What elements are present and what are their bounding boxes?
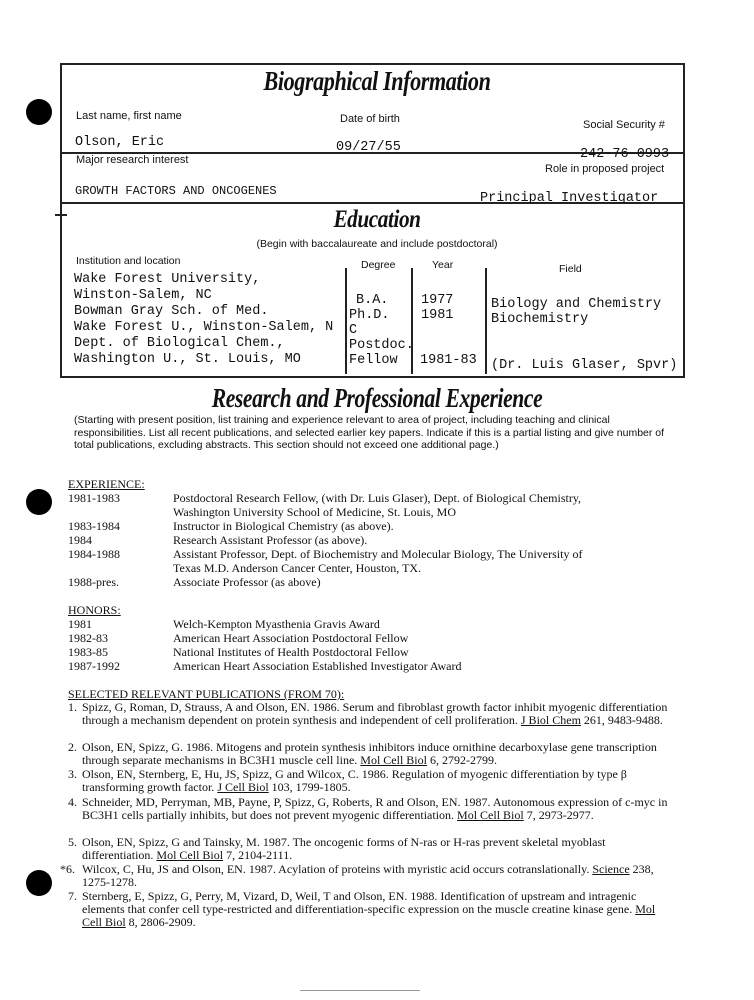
degree-header: Degree (361, 259, 396, 271)
degree-column-line (345, 268, 347, 374)
institution-line: Dept. of Biological Chem., (74, 336, 285, 351)
publication-item: 2. Olson, EN, Spizz, G. 1986. Mitogens and protein synthesis inhibitors induce ornithine decarboxylase gene transcription through separate mechanisms in BC3H1 muscle cell line. Mol Cell Biol 6, 2792-2799. (68, 740, 657, 768)
publication-item: *6. Wilcox, C, Hu, JS and Olson, EN. 1987. Acylation of proteins with myristic acid occurs cotranslationally. Science 238, 1275-1278. (60, 862, 654, 890)
education-note: (Begin with baccalaureate and include postdoctoral) (256, 238, 498, 250)
publications-heading: SELECTED RELEVANT PUBLICATIONS (FROM 70): (68, 687, 345, 701)
degree-value: Ph.D. (349, 308, 390, 323)
degree-value: Postdoc. (349, 338, 414, 353)
research-interest-label: Major research interest (76, 154, 189, 166)
field-value: (Dr. Luis Glaser, Spvr) (491, 358, 678, 373)
publication-item: 1. Spizz, G, Roman, D, Strauss, A and Olson, EN. 1986. Serum and fibroblast growth factor inhibit myogenic differentiation through a mechanism dependent on protein synthesis and independent of cell proliferation. J Biol Chem 261, 9483-9488. (68, 700, 668, 728)
institution-line: Bowman Gray Sch. of Med. (74, 304, 269, 319)
year-value: 1977 (421, 293, 454, 308)
institution-line: Wake Forest University, (74, 272, 261, 287)
education-title: Education (333, 206, 421, 233)
bio-title: Biographical Information (263, 66, 491, 96)
research-instructions: (Starting with present position, list training and experience relevant to area of project, including teaching and clinical responsibilities. List all recent publications, and selected earlier key papers. Indicate if this is a partial listing and give number of total publications, excluding abstracts. This section should not exceed one additional page.) (74, 414, 665, 451)
publication-item: 3. Olson, EN, Sternberg, E, Hu, JS, Spizz, G and Wilcox, C. 1986. Regulation of myogenic differentiation by type β transforming growth factor. J Cell Biol 103, 1799-1805. (68, 767, 627, 795)
role-label: Role in proposed project (545, 163, 665, 175)
publication-item: 4. Schneider, MD, Perryman, MB, Payne, P, Spizz, G, Roberts, R and Olson, EN. 1987. Autonomous expression of c-myc in BC3H1 cells partially inhibits, but does not prevent myogenic differentiation. Mol Cell Biol 7, 2973-2977. (68, 795, 668, 823)
punch-hole-middle (26, 489, 52, 515)
field-header: Field (559, 263, 582, 275)
institution-line: Wake Forest U., Winston-Salem, N (74, 320, 334, 335)
form-top-border (60, 63, 684, 65)
institution-line: Winston-Salem, NC (74, 288, 212, 303)
punch-hole-top (26, 99, 52, 125)
degree-value: C (349, 323, 358, 338)
degree-value: Fellow (349, 353, 398, 368)
publication-item: 7. Sternberg, E, Spizz, G, Perry, M, Vizard, D, Weil, T and Olson, EN. 1988. Identification of upstream and intragenic elements that confer cell type-restricted and differentiation-specific expression on the muscle creatine kinase gene. Mol Cell Biol 8, 2806-2909. (68, 889, 656, 930)
page-bottom-mark (300, 990, 420, 991)
field-value: Biology and Chemistry (491, 297, 662, 312)
field-column-line (485, 268, 487, 374)
degree-value: B.A. (356, 293, 389, 308)
institution-header: Institution and location (76, 255, 181, 267)
year-value: 1981-83 (420, 353, 477, 368)
publication-item: 5. Olson, EN, Spizz, G and Tainsky, M. 1987. The oncogenic forms of N-ras or H-ras prevent skeletal myoblast differentiation. Mol Cell Biol 7, 2104-2111. (68, 835, 606, 863)
dob-label: Date of birth (340, 113, 400, 125)
institution-line: Washington U., St. Louis, MO (74, 352, 301, 367)
education-divider (60, 376, 684, 378)
ssn-label: Social Security # (583, 119, 665, 131)
experience-heading: EXPERIENCE: (68, 477, 145, 491)
role-value: Principal Investigator (480, 191, 659, 203)
name-label: Last name, first name (76, 110, 182, 122)
name-value: Olson, Eric (75, 135, 165, 150)
honors-heading: HONORS: (68, 603, 121, 617)
dob-value: 09/27/55 (336, 140, 401, 155)
research-interest-value: GROWTH FACTORS AND ONCOGENES (75, 184, 277, 198)
field-value: Biochemistry (491, 312, 589, 327)
ssn-value: 242-76-0993 (580, 147, 670, 162)
research-title: Research and Professional Experience (211, 383, 543, 413)
punch-hole-bottom (26, 870, 52, 896)
year-header: Year (432, 259, 454, 271)
year-column-line (411, 268, 413, 374)
year-value: 1981 (421, 308, 454, 323)
